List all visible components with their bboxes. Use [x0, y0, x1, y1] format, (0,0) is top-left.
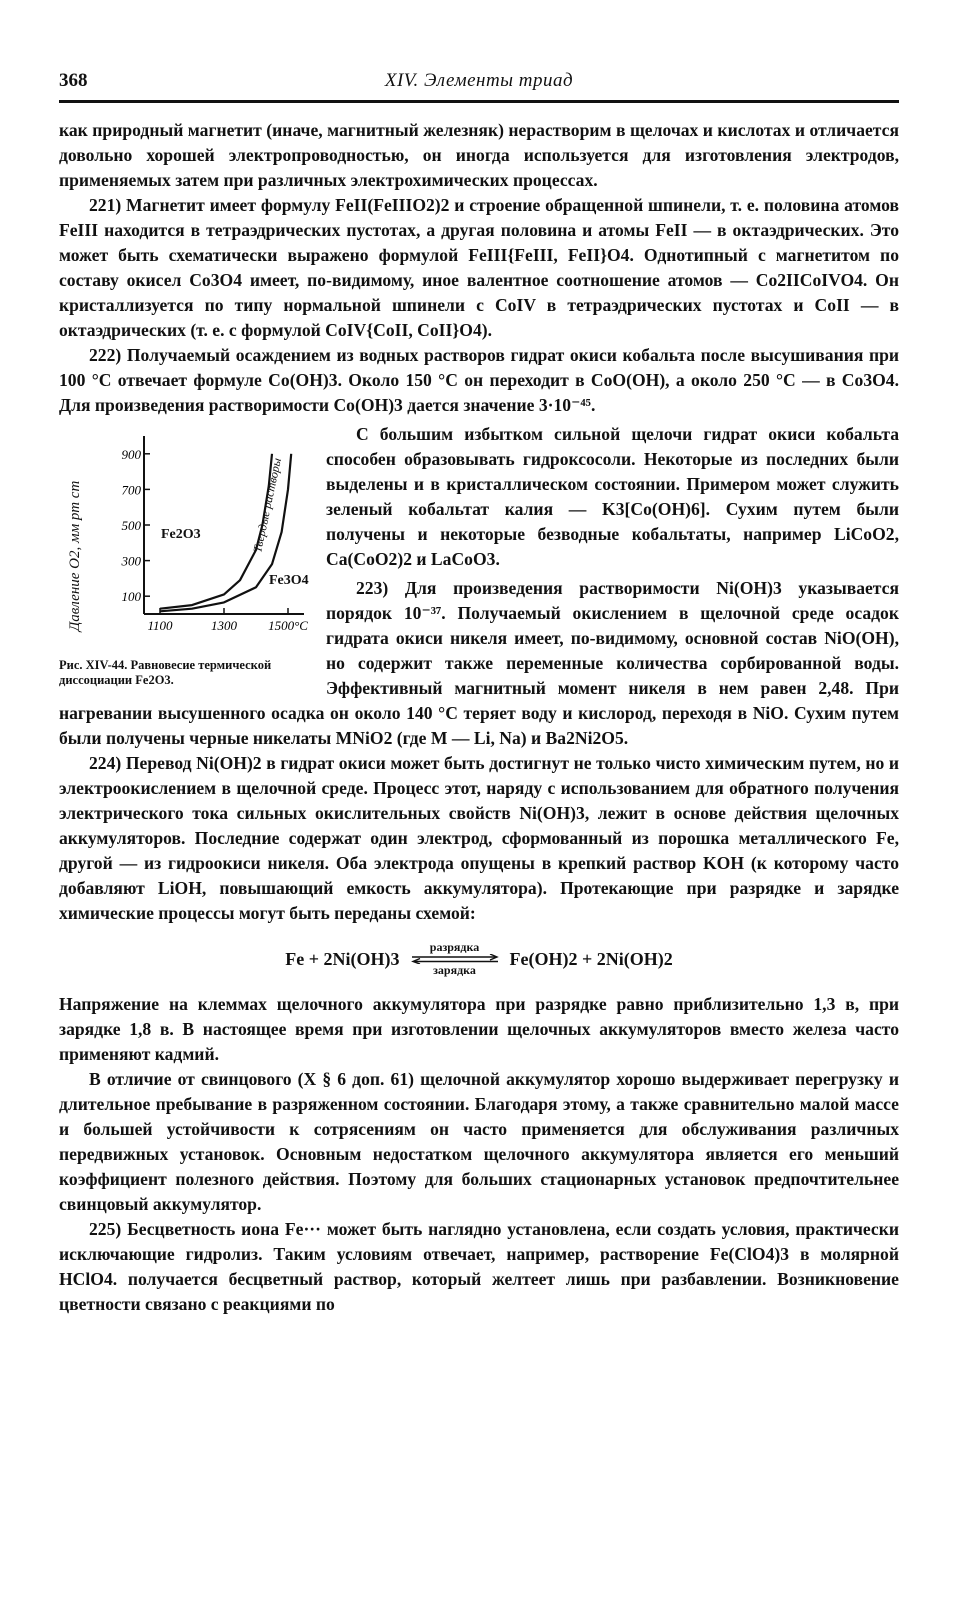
- fe2o3-chart: [59, 426, 314, 656]
- equation-right: Fe(OH)2 + 2Ni(OH)2: [509, 948, 673, 969]
- page-header: [59, 70, 899, 103]
- paragraph-lead-comparison: В отличие от свинцового (X § 6 доп. 61) щелочной аккумулятор хорошо выдерживает перегрузку и длительное пребывание в разряженном состоянии. Благодаря этому, а также сравнительно малой массе и большей устойчивости к сотрясениям он часто применяется для обслуживания различных передвижных установок. Основным недостатком щелочного аккумулятора является его меньший коэффициент полезного действия. Поэтому для больших стационарных установок предпочтительнее свинцовый аккумулятор.: [59, 1069, 899, 1214]
- figure-fe2o3-dissociation: [59, 426, 314, 688]
- region-fe3o4-label: Fe3O4: [269, 573, 309, 588]
- solid-solutions-label: Твердые растворы: [250, 456, 284, 554]
- page-body: [59, 118, 899, 1317]
- paragraph-225: 225) Бесцветность иона Fe··· может быть наглядно установлена, если создать условия, практически исключающие гидролиз. Таким условиям отвечает, например, растворение Fe(ClO4)3 в молярной HClO4. получается бесцветный раствор, который желтеет лишь при разбавлении. Возникновение цветности связано с реакциями по: [59, 1219, 899, 1314]
- paragraph-222-start: 222) Получаемый осаждением из водных растворов гидрат окиси кобальта после высушивания при 100 °С отвечает формуле Co(OH)3. Около 150 °С он переходит в CoO(OH), а около 250 °С — в Co3O4. Для произведения растворимости Co(OH)3 дается значение 3·10⁻⁴⁵.: [59, 345, 899, 415]
- y-tick-label: 500: [121, 518, 141, 533]
- y-ticks: [121, 447, 151, 604]
- paragraph-222-continued: С большим избытком сильной щелочи гидрат окиси кобальта способен образовывать гидроксосоли. Некоторые из последних были выделены и в кристаллическом состоянии. Примером может служить зеленый кобальтат калия — K3[Co(OH)6]. Сухим путем были получены и некоторые безводные кобальтаты, например LiCoO2, Ca(CoO2)2 и LaCoO3.: [326, 424, 899, 569]
- running-title: XIV. Элементы триад: [384, 70, 574, 91]
- y-tick-label: 300: [121, 553, 141, 569]
- region-fe2o3-label: Fe2O3: [161, 527, 201, 542]
- paragraph-224: 224) Перевод Ni(OH)2 в гидрат окиси может быть достигнут не только чисто химическим путем, но и электроокислением в щелочной среде. Процесс этот, наряду с использованием для обратного получения электрического тока сильных окислительных свойств Ni(OH)3, лежит в основе действия щелочных аккумуляторов. Последние содержат один электрод, сформованный из порошка металлического Fe, другой — из гидроокиси никеля. Оба электрода опущены в крепкий раствор KOH (к которому часто добавляют LiOH, повышающий емкость аккумулятора). Протекающие при разрядке и зарядке химические процессы могут быть переданы схемой:: [59, 753, 899, 923]
- page-number: 368: [59, 70, 88, 91]
- equation-left: Fe + 2Ni(OH)3: [285, 948, 400, 969]
- paragraph-223: 223) Для произведения растворимости Ni(OH)3 указывается порядок 10⁻³⁷. Получаемый окислением в щелочной среде осадок гидрата окиси никеля имеет, по-видимому, основной состав NiO(OH), но содержит также переменные количества сорбированной воды. Эффективный магнитный момент никеля в нем равен 2,48. При нагревании высушенного осадка он около 140 °С теряет воду и кислород, переходя в NiO. Сухим путем были получены черные никелаты MNiO2 (где M — Li, Na) и Ba2Ni2O5.: [59, 578, 899, 748]
- y-tick-label: 900: [121, 446, 141, 462]
- y-tick-label: 700: [121, 482, 141, 498]
- equation-label-charge: зарядка: [433, 963, 476, 977]
- equation-arrows: [410, 941, 500, 977]
- y-tick-label: 100: [121, 589, 141, 605]
- equation-label-discharge: разрядка: [429, 940, 480, 954]
- figure-caption: Рис. XIV-44. Равновесие термической диссоциации Fe2O3.: [59, 658, 272, 687]
- paragraph-221: 221) Магнетит имеет формулу FeII(FeIIIO2)2 и строение обращенной шпинели, т. е. половина атомов FeIII находится в тетраэдрических пустотах, а другая половина и атомы FeII — в октаэдрических. Это может быть схематически выражено формулой FeIII{FeIII, FeII}O4. Однотипный с магнетитом по составу окисел Co3O4 имеет, по-видимому, иное валентное соотношение атомов — Co2IICoIVO4. Он кристаллизуется по типу нормальной шпинели с CoIV в тетраэдрических пустотах и CoII — в октаэдрических (т. е. с формулой CoIV{CoII, CoII}O4).: [59, 195, 899, 340]
- x-ticks: [147, 608, 308, 633]
- battery-equation: [59, 940, 899, 978]
- x-tick-label: 1100: [147, 618, 173, 633]
- y-axis-label: Давление O2, мм рт ст: [67, 480, 83, 632]
- paragraph-intro: как природный магнетит (иначе, магнитный железняк) нерастворим в щелочах и кислотах и отличается довольно хорошей электропроводностью, он иногда используется для изготовления электродов, применяемых затем при различных электрохимических процессах.: [59, 120, 899, 190]
- x-tick-label: 1300: [211, 618, 237, 633]
- paragraph-voltage: Напряжение на клеммах щелочного аккумулятора при разрядке равно приблизительно 1,3 в, при зарядке 1,8 в. В настоящее время при изготовлении щелочных аккумуляторов вместо железа часто применяют кадмий.: [59, 994, 899, 1064]
- x-tick-label: 1500°C: [268, 618, 308, 633]
